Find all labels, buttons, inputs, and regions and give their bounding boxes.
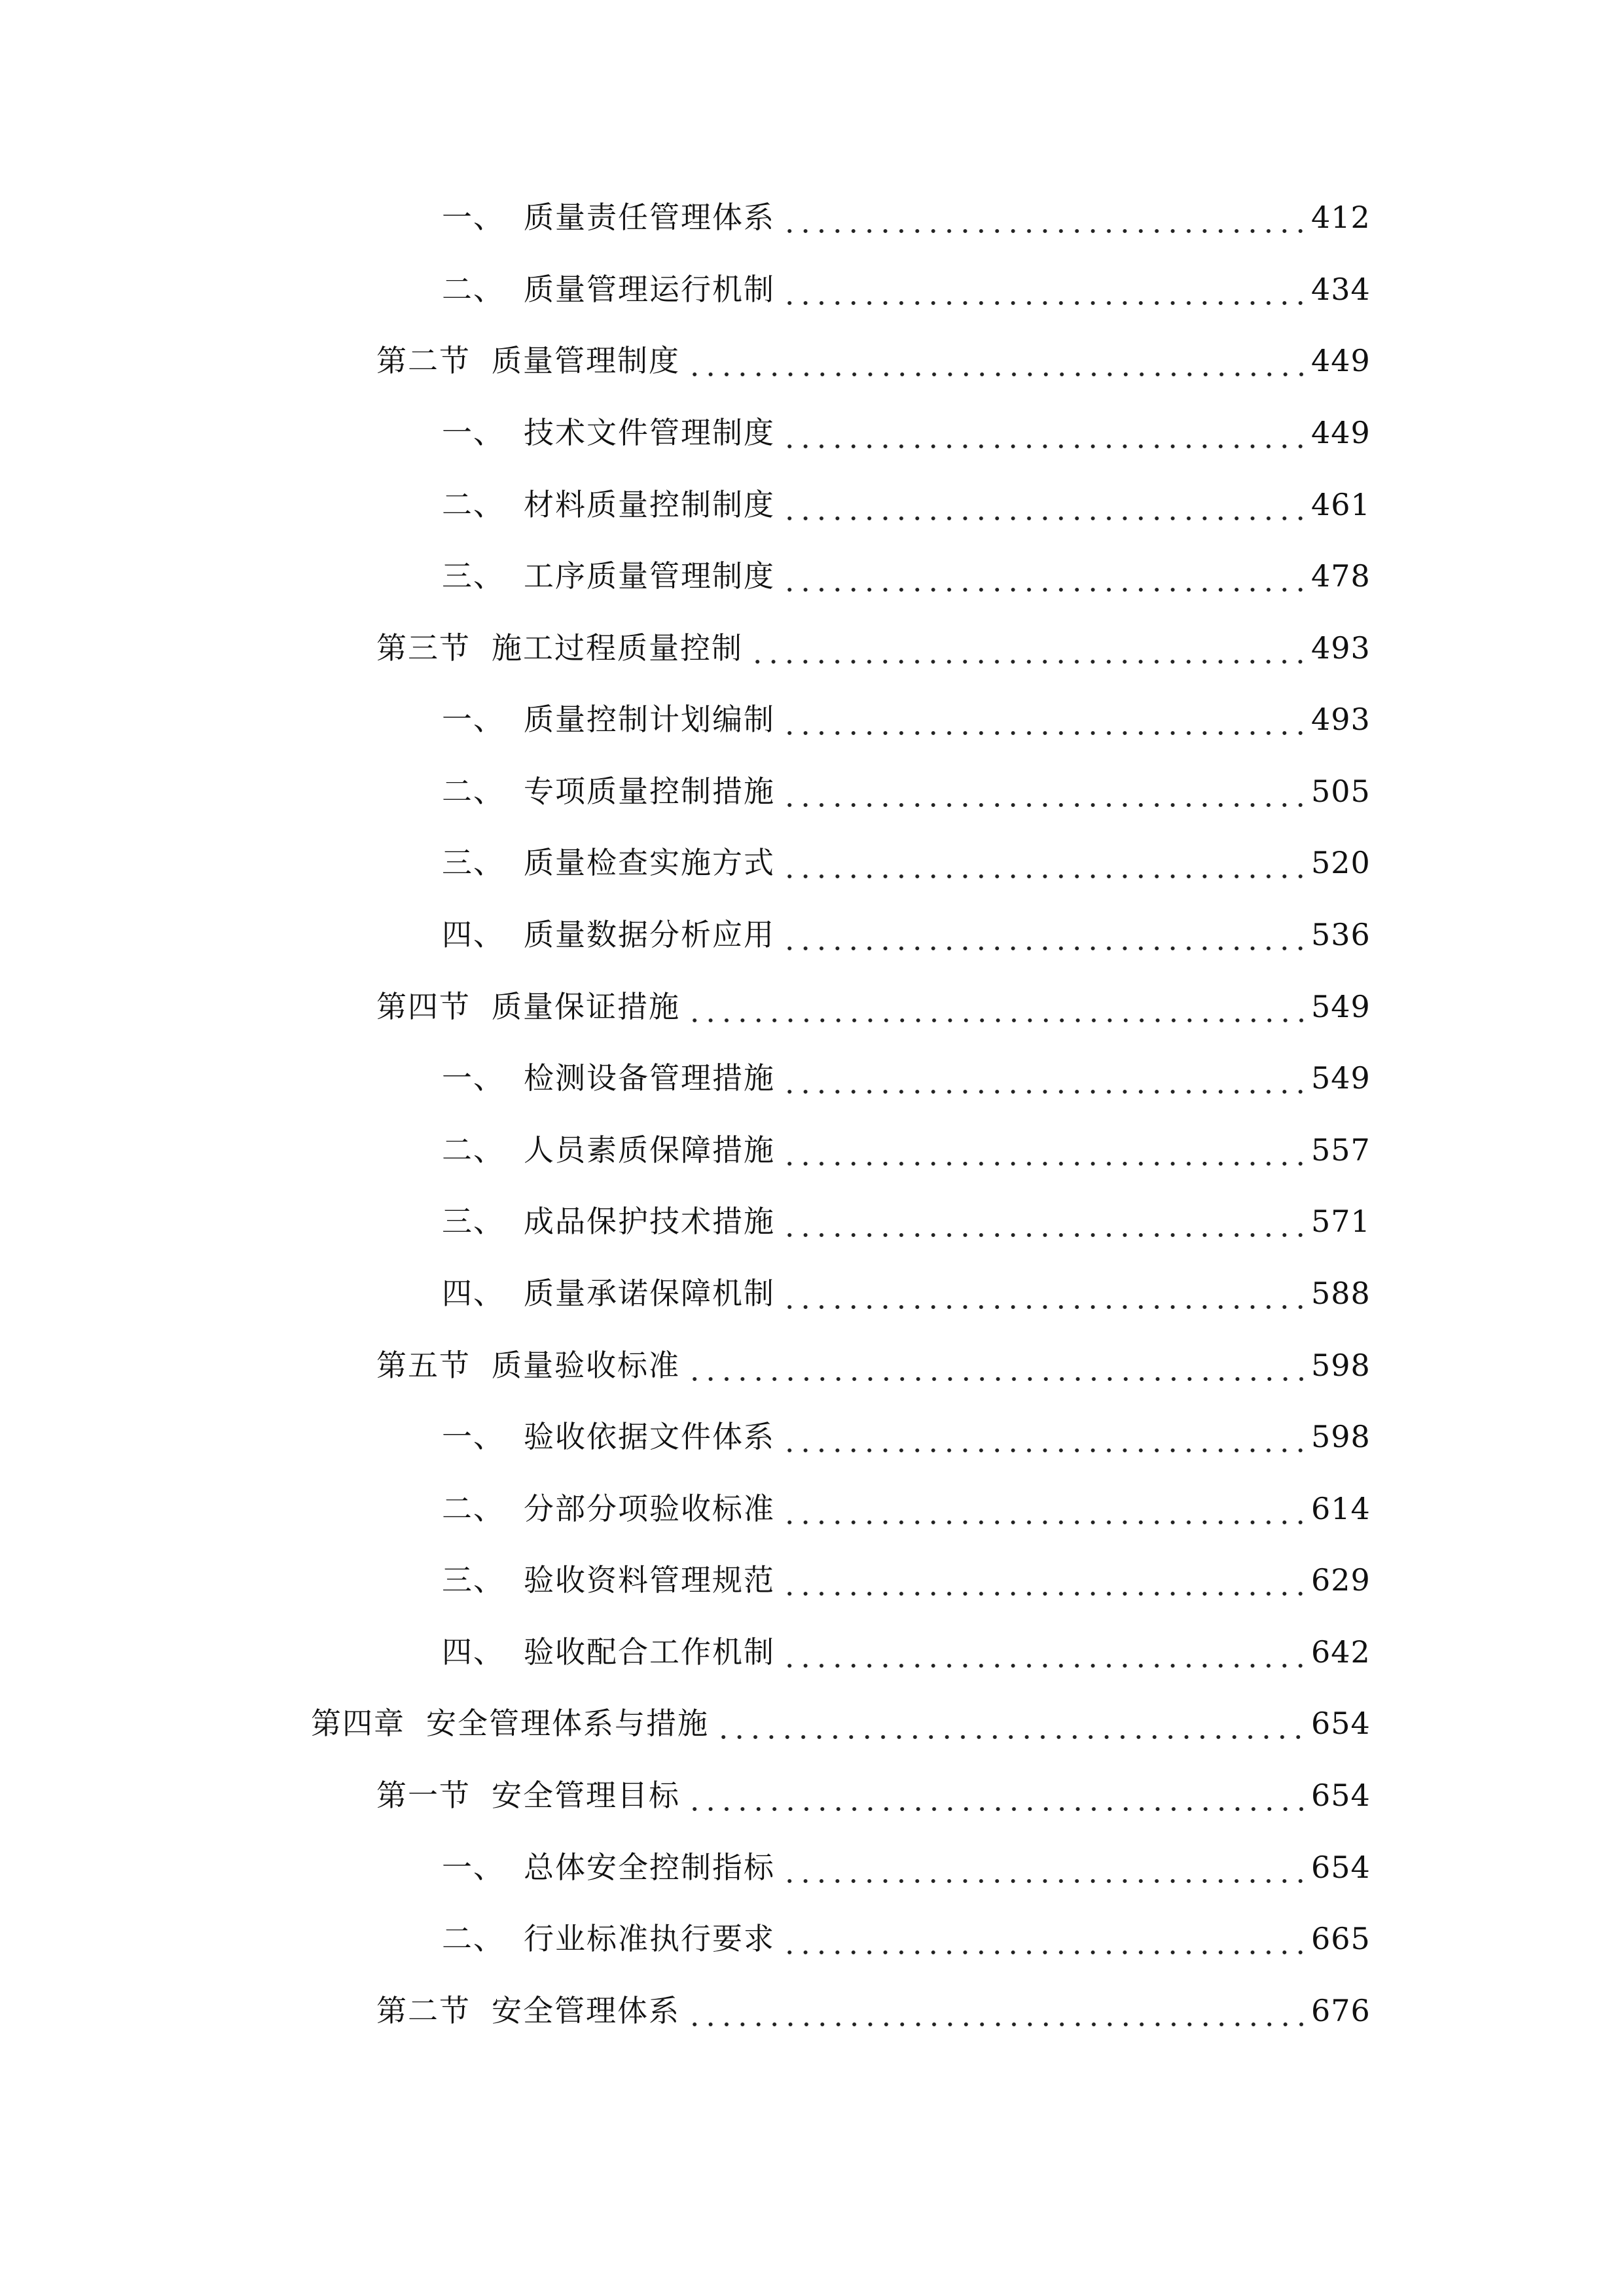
toc-entry[interactable] bbox=[0, 1482, 1624, 1535]
dot-leader bbox=[782, 765, 1303, 817]
toc-entry-page: 412 bbox=[1311, 200, 1371, 235]
toc-entry[interactable] bbox=[0, 1912, 1624, 1965]
dot-leader bbox=[782, 836, 1303, 889]
toc-entry-number: 一、 bbox=[442, 200, 505, 235]
toc-entry-page: 557 bbox=[1311, 1132, 1371, 1168]
toc-entry-number: 二、 bbox=[442, 1491, 505, 1526]
toc-entry-number: 二、 bbox=[442, 1132, 505, 1168]
toc-entry[interactable] bbox=[0, 693, 1624, 745]
toc-entry-number: 二、 bbox=[442, 774, 505, 809]
toc-entry[interactable] bbox=[0, 1841, 1624, 1893]
toc-entry-number: 第二节 bbox=[376, 1993, 471, 2028]
toc-entry-page: 571 bbox=[1311, 1204, 1371, 1239]
toc-entry[interactable] bbox=[0, 1124, 1624, 1176]
toc-entry-number: 二、 bbox=[442, 272, 505, 307]
toc-entry-number: 第五节 bbox=[376, 1348, 471, 1383]
toc-entry-page: 449 bbox=[1311, 343, 1371, 378]
dot-leader bbox=[782, 1124, 1303, 1176]
toc-entry-title: 技术文件管理制度 bbox=[524, 415, 775, 450]
toc-entry-page: 505 bbox=[1311, 774, 1371, 809]
dot-leader bbox=[687, 1984, 1303, 2037]
toc-entry-number: 四、 bbox=[442, 917, 505, 952]
toc-entry-page: 614 bbox=[1311, 1491, 1371, 1526]
toc-entry[interactable] bbox=[0, 263, 1624, 315]
toc-entry-number: 一、 bbox=[442, 1850, 505, 1885]
dot-leader bbox=[782, 406, 1303, 459]
toc-entry[interactable] bbox=[0, 334, 1624, 387]
toc-entry[interactable] bbox=[0, 1052, 1624, 1104]
toc-entry-title: 安全管理体系与措施 bbox=[426, 1706, 709, 1741]
toc-entry[interactable] bbox=[0, 1626, 1624, 1678]
toc-entry-title: 质量管理运行机制 bbox=[524, 272, 775, 307]
toc-entry-number: 第四章 bbox=[311, 1706, 405, 1741]
toc-entry-page: 520 bbox=[1311, 845, 1371, 880]
toc-entry-number: 三、 bbox=[442, 1204, 505, 1239]
dot-leader bbox=[782, 1554, 1303, 1606]
dot-leader bbox=[782, 1626, 1303, 1678]
toc-entry[interactable] bbox=[0, 765, 1624, 817]
toc-entry-number: 三、 bbox=[442, 1562, 505, 1598]
toc-entry-number: 一、 bbox=[442, 415, 505, 450]
dot-leader bbox=[687, 1769, 1303, 1821]
toc-entry-number: 第二节 bbox=[376, 343, 471, 378]
toc-entry-page: 598 bbox=[1311, 1348, 1371, 1383]
toc-entry-page: 478 bbox=[1311, 558, 1371, 594]
toc-entry[interactable] bbox=[0, 1769, 1624, 1821]
toc-entry-page: 654 bbox=[1311, 1850, 1371, 1885]
toc-entry-number: 一、 bbox=[442, 702, 505, 737]
toc-entry-title: 行业标准执行要求 bbox=[524, 1921, 775, 1956]
toc-entry-number: 第四节 bbox=[376, 989, 471, 1024]
toc-entry-number: 一、 bbox=[442, 1419, 505, 1454]
toc-entry-page: 493 bbox=[1311, 702, 1371, 737]
toc-entry-title: 质量检查实施方式 bbox=[524, 845, 775, 880]
toc-entry[interactable] bbox=[0, 1195, 1624, 1247]
dot-leader bbox=[782, 1912, 1303, 1965]
toc-entry[interactable] bbox=[0, 1984, 1624, 2037]
toc-entry-number: 三、 bbox=[442, 845, 505, 880]
dot-leader bbox=[782, 478, 1303, 531]
dot-leader bbox=[782, 908, 1303, 961]
dot-leader bbox=[749, 622, 1303, 674]
toc-entry-title: 质量承诺保障机制 bbox=[524, 1276, 775, 1311]
toc-entry-title: 质量管理制度 bbox=[492, 343, 680, 378]
toc-entry[interactable] bbox=[0, 478, 1624, 531]
toc-entry[interactable] bbox=[0, 1697, 1624, 1749]
toc-entry-number: 二、 bbox=[442, 1921, 505, 1956]
toc-entry[interactable] bbox=[0, 908, 1624, 961]
toc-entry-number: 第一节 bbox=[376, 1778, 471, 1813]
toc-entry[interactable] bbox=[0, 1339, 1624, 1391]
toc-entry-title: 分部分项验收标准 bbox=[524, 1491, 775, 1526]
toc-entry-title: 施工过程质量控制 bbox=[492, 630, 743, 666]
toc-entry-title: 总体安全控制指标 bbox=[524, 1850, 775, 1885]
toc-entry-title: 安全管理体系 bbox=[492, 1993, 680, 2028]
dot-leader bbox=[782, 693, 1303, 745]
dot-leader bbox=[687, 334, 1303, 387]
toc-entry-number: 一、 bbox=[442, 1060, 505, 1096]
toc-entry-title: 安全管理目标 bbox=[492, 1778, 680, 1813]
toc-entry-page: 654 bbox=[1311, 1706, 1371, 1741]
toc-entry[interactable] bbox=[0, 1267, 1624, 1319]
dot-leader bbox=[782, 1267, 1303, 1319]
toc-entry-number: 四、 bbox=[442, 1634, 505, 1670]
dot-leader bbox=[782, 191, 1303, 243]
toc-entry-title: 质量控制计划编制 bbox=[524, 702, 775, 737]
toc-entry-title: 质量保证措施 bbox=[492, 989, 680, 1024]
toc-entry-title: 成品保护技术措施 bbox=[524, 1204, 775, 1239]
toc-entry-page: 549 bbox=[1311, 989, 1371, 1024]
toc-entry-title: 验收资料管理规范 bbox=[524, 1562, 775, 1598]
toc-entry-title: 专项质量控制措施 bbox=[524, 774, 775, 809]
toc-entry[interactable] bbox=[0, 191, 1624, 243]
dot-leader bbox=[687, 1339, 1303, 1391]
toc-entry-page: 449 bbox=[1311, 415, 1371, 450]
toc-entry-title: 验收配合工作机制 bbox=[524, 1634, 775, 1670]
toc-entry-page: 642 bbox=[1311, 1634, 1371, 1670]
toc-entry[interactable] bbox=[0, 406, 1624, 459]
dot-leader bbox=[782, 1841, 1303, 1893]
toc-entry-title: 验收依据文件体系 bbox=[524, 1419, 775, 1454]
dot-leader bbox=[782, 263, 1303, 315]
toc-entry-number: 二、 bbox=[442, 487, 505, 522]
toc-entry-title: 质量责任管理体系 bbox=[524, 200, 775, 235]
toc-entry-number: 第三节 bbox=[376, 630, 471, 666]
dot-leader bbox=[782, 550, 1303, 602]
dot-leader bbox=[782, 1052, 1303, 1104]
toc-entry-number: 四、 bbox=[442, 1276, 505, 1311]
toc-entry-title: 工序质量管理制度 bbox=[524, 558, 775, 594]
toc-entry-page: 665 bbox=[1311, 1921, 1371, 1956]
toc-entry[interactable] bbox=[0, 622, 1624, 674]
toc-entry[interactable] bbox=[0, 980, 1624, 1033]
toc-entry-title: 人员素质保障措施 bbox=[524, 1132, 775, 1168]
toc-entry[interactable] bbox=[0, 836, 1624, 889]
dot-leader bbox=[782, 1195, 1303, 1247]
toc-entry[interactable] bbox=[0, 550, 1624, 602]
toc-entry-page: 676 bbox=[1311, 1993, 1371, 2028]
toc-entry[interactable] bbox=[0, 1410, 1624, 1463]
dot-leader bbox=[687, 980, 1303, 1033]
toc-entry-title: 质量验收标准 bbox=[492, 1348, 680, 1383]
toc-entry-title: 质量数据分析应用 bbox=[524, 917, 775, 952]
toc-entry-page: 461 bbox=[1311, 487, 1371, 522]
dot-leader bbox=[782, 1410, 1303, 1463]
toc-entry-page: 549 bbox=[1311, 1060, 1371, 1096]
dot-leader bbox=[782, 1482, 1303, 1535]
toc-entry-page: 434 bbox=[1311, 272, 1371, 307]
toc-entry-page: 629 bbox=[1311, 1562, 1371, 1598]
toc-entry[interactable] bbox=[0, 1554, 1624, 1606]
toc-entry-page: 598 bbox=[1311, 1419, 1371, 1454]
toc-entry-page: 588 bbox=[1311, 1276, 1371, 1311]
toc-entry-page: 536 bbox=[1311, 917, 1371, 952]
toc-entry-number: 三、 bbox=[442, 558, 505, 594]
toc-entry-title: 检测设备管理措施 bbox=[524, 1060, 775, 1096]
toc-entry-title: 材料质量控制制度 bbox=[524, 487, 775, 522]
toc-entry-page: 493 bbox=[1311, 630, 1371, 666]
toc-entry-page: 654 bbox=[1311, 1778, 1371, 1813]
dot-leader bbox=[715, 1697, 1303, 1749]
